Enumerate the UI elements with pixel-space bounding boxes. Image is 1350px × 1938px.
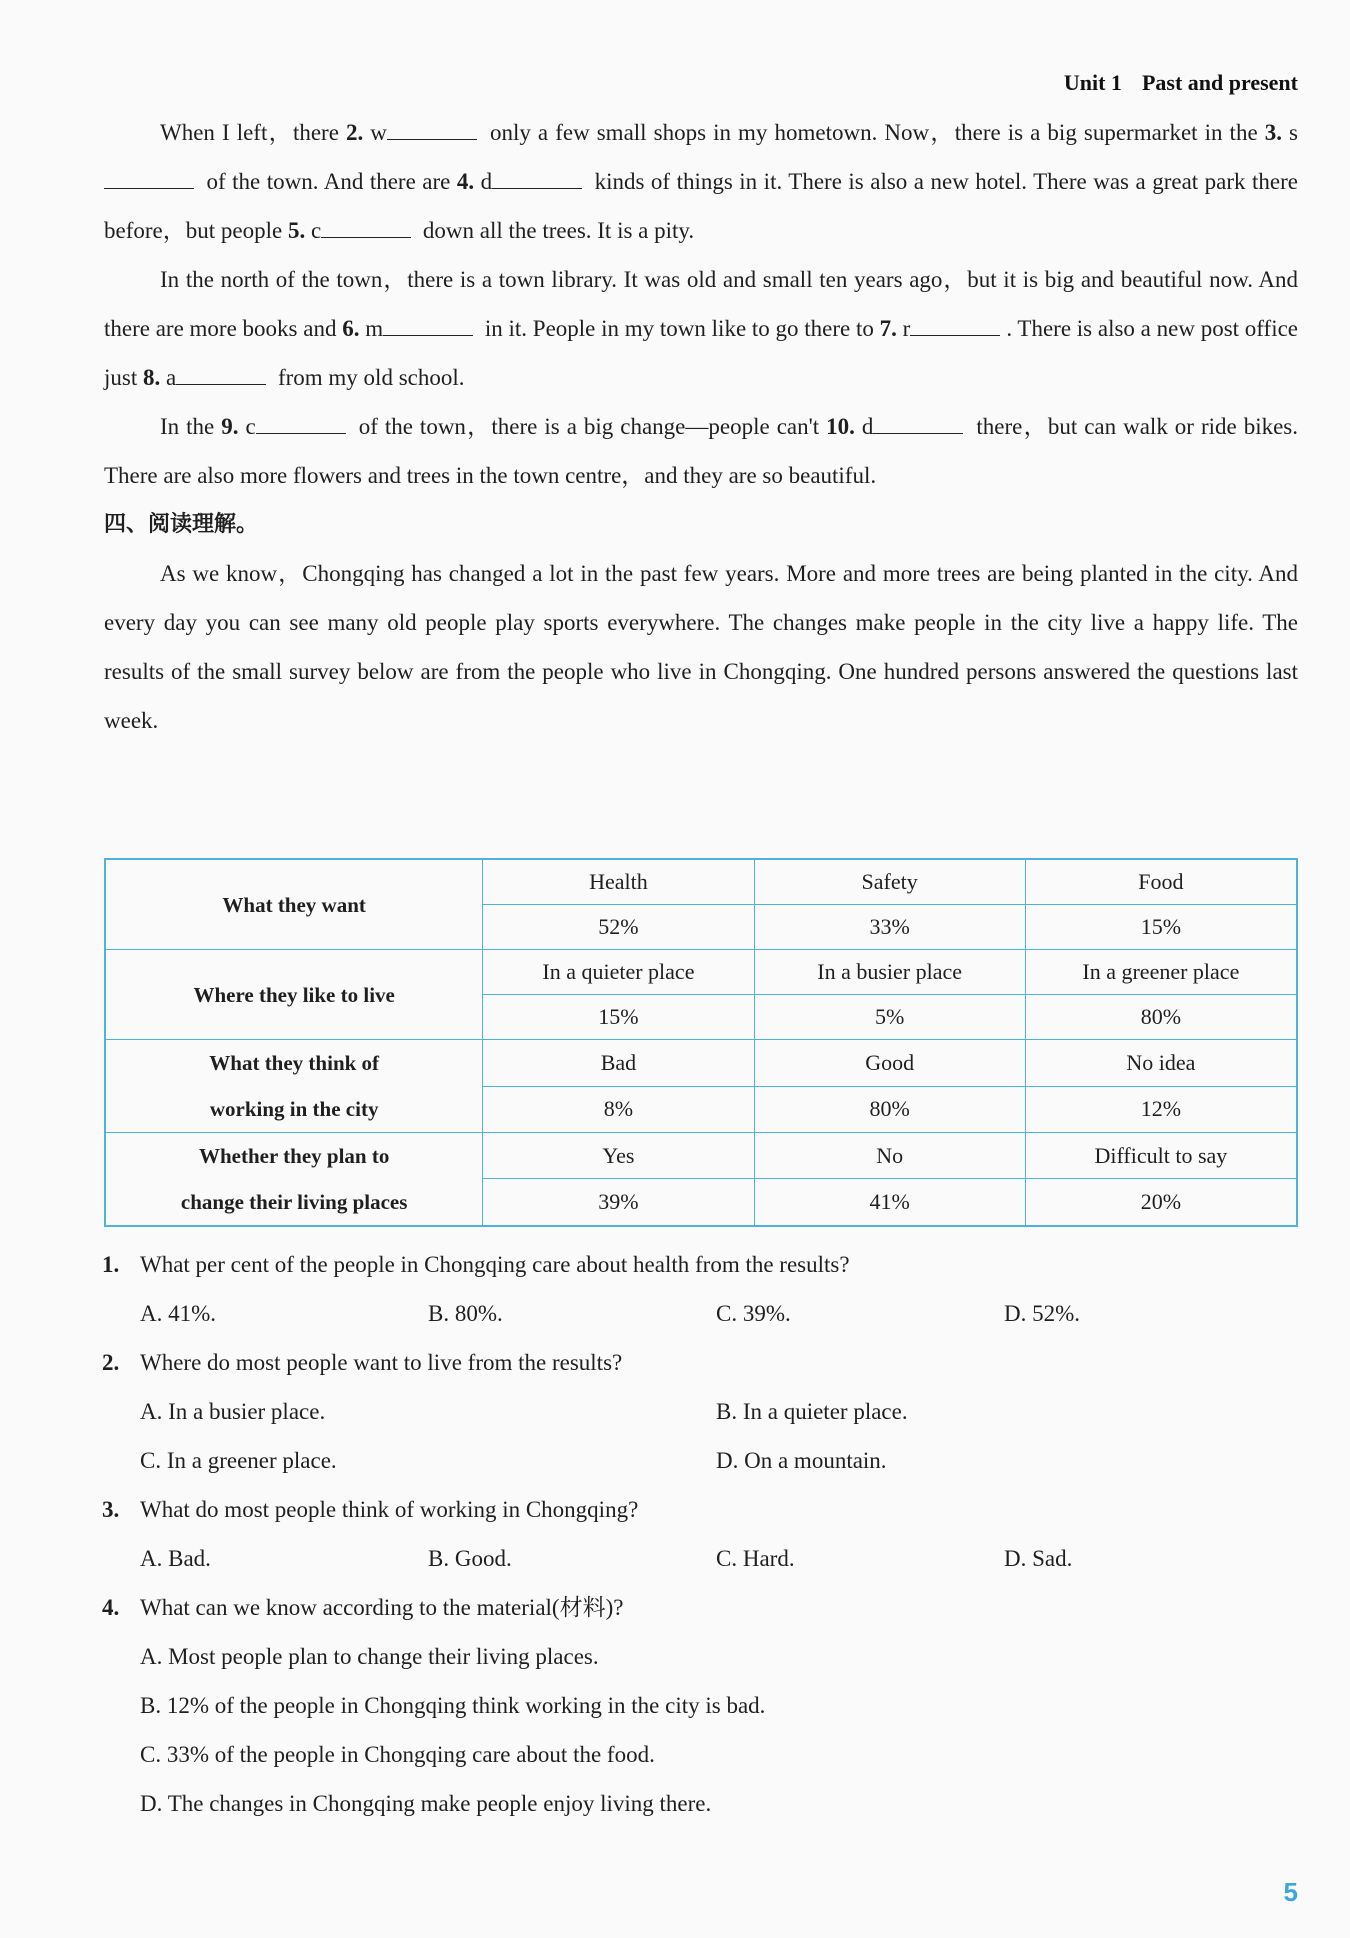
blank-line (387, 117, 477, 140)
text: from my old school. (272, 365, 465, 390)
reading-passage: As we know，Chongqing has changed a lot in the past few years. More and more trees are being planted in the city. And every day you can see many old people play sports everywhere. The changes make people in the city live a happy life. The results of the small survey below are from the people who live in Chongqing. One hundred persons answered the questions last week. (104, 561, 1298, 733)
question-2 (102, 1338, 1302, 1485)
blank-line (256, 411, 346, 434)
blank-letter: w (363, 120, 387, 145)
passage (104, 108, 1298, 745)
blank-number: 9. (221, 414, 239, 439)
option-b: B. In a quieter place. (716, 1399, 908, 1424)
survey-table (104, 858, 1298, 1227)
table-cell: 41% (754, 1179, 1025, 1226)
question-number: 1. (102, 1252, 120, 1277)
table-cell: 52% (483, 905, 754, 950)
option-a: A. Bad. (140, 1546, 211, 1571)
blank-line (492, 166, 582, 189)
option-d: D. The changes in Chongqing make people enjoy living there. (140, 1791, 712, 1816)
unit-title: Past and present (1141, 70, 1298, 95)
table-row (105, 1040, 1297, 1087)
question-number: 2. (102, 1350, 120, 1375)
table-cell: No (754, 1133, 1025, 1179)
blank-number: 6. (342, 316, 360, 341)
text: When I left，there (160, 120, 346, 145)
blank-line (873, 411, 963, 434)
question-text: Where do most people want to live from the results? (140, 1350, 623, 1375)
page-header (1064, 70, 1298, 96)
blank-letter: m (359, 316, 384, 341)
option-a: A. Most people plan to change their living places. (140, 1644, 599, 1669)
table-cell: Good (754, 1040, 1025, 1087)
row-header (105, 859, 483, 950)
blank-letter: d (854, 414, 874, 439)
table-row (105, 950, 1297, 995)
text: only a few small shops in my hometown. Now，there is a big supermarket in the (482, 120, 1265, 145)
row-header (105, 950, 483, 1040)
blank-line (383, 313, 473, 336)
unit-label: Unit 1 (1063, 70, 1122, 95)
option-c: C. 39%. (716, 1301, 791, 1326)
text: In the north of the town，there is a town library. It was old and small ten years ago，but it is big and beautiful now. And there are more books and (104, 267, 1298, 341)
table-cell: 8% (483, 1086, 754, 1133)
row-header-text: change their living places (180, 1190, 408, 1214)
blank-line (176, 362, 266, 385)
row-header-text: Where they like to live (193, 982, 395, 1007)
option-c: C. 33% of the people in Chongqing care about the food. (140, 1742, 655, 1767)
option-c: C. In a greener place. (140, 1448, 337, 1473)
option-d: D. On a mountain. (716, 1448, 887, 1473)
question-text: What per cent of the people in Chongqing care about health from the results? (140, 1252, 850, 1277)
blank-number: 2. (346, 120, 364, 145)
text: in it. People in my town like to go there to (479, 316, 880, 341)
option-b: B. 12% of the people in Chongqing think working in the city is bad. (140, 1693, 766, 1718)
question-1 (102, 1240, 1302, 1338)
blank-letter: r (896, 316, 911, 341)
text: of the town，there is a big change—people can't (351, 414, 827, 439)
blank-number: 4. (456, 169, 475, 194)
table-cell: 12% (1025, 1086, 1297, 1133)
question-4 (102, 1583, 1302, 1828)
passage-paragraph-3 (104, 402, 1298, 500)
table-cell: 33% (754, 905, 1025, 950)
table-cell: No idea (1025, 1040, 1297, 1087)
table-cell: 80% (1025, 995, 1297, 1040)
row-header-text: Whether they plan to (198, 1144, 390, 1168)
table-cell: Bad (483, 1040, 754, 1087)
table-row (105, 859, 1297, 905)
table-cell: Difficult to say (1025, 1133, 1297, 1179)
row-header-text: What they want (222, 892, 366, 917)
table-cell: Health (483, 859, 754, 905)
question-number: 4. (102, 1595, 120, 1620)
blank-number: 8. (142, 365, 161, 390)
table-row (105, 1133, 1297, 1179)
table-cell: 20% (1025, 1179, 1297, 1226)
table-cell: 15% (483, 995, 754, 1040)
question-text: What can we know according to the material(材料)? (140, 1595, 624, 1620)
option-a: A. 41%. (140, 1301, 217, 1326)
blank-number: 3. (1264, 120, 1282, 145)
option-b: B. Good. (428, 1546, 512, 1571)
blank-number: 10. (826, 414, 855, 439)
table-cell: In a quieter place (483, 950, 754, 995)
text: . There is also a new post office just (104, 316, 1299, 390)
table-cell: In a greener place (1025, 950, 1297, 995)
blank-letter: c (305, 218, 322, 243)
text: down all the trees. It is a pity. (417, 218, 695, 243)
blank-letter: a (160, 365, 177, 390)
blank-line (104, 166, 194, 189)
question-3 (102, 1485, 1302, 1583)
text: there，but can walk or ride bikes. There are also more flowers and trees in the town centre，and they are so beautiful. (104, 414, 1299, 488)
table-cell: Safety (754, 859, 1025, 905)
option-d: D. Sad. (1004, 1546, 1073, 1571)
blank-letter: s (1281, 120, 1298, 145)
table-cell: 80% (754, 1086, 1025, 1133)
option-a: A. In a busier place. (140, 1399, 326, 1424)
blank-number: 5. (287, 218, 306, 243)
row-header-text: working in the city (209, 1097, 379, 1121)
option-d: D. 52%. (1004, 1301, 1081, 1326)
passage-paragraph-1 (104, 108, 1298, 255)
question-list (102, 1240, 1302, 1828)
table-cell: Food (1025, 859, 1297, 905)
row-header (105, 1133, 483, 1227)
blank-number: 7. (879, 316, 897, 341)
blank-line (910, 313, 1000, 336)
question-number: 3. (102, 1497, 120, 1522)
question-text: What do most people think of working in Chongqing? (140, 1497, 639, 1522)
table-cell: In a busier place (754, 950, 1025, 995)
row-header (105, 1040, 483, 1133)
table-cell: 5% (754, 995, 1025, 1040)
row-header-text: What they think of (209, 1051, 380, 1075)
blank-letter: c (238, 414, 256, 439)
table-cell: 39% (483, 1179, 754, 1226)
table-cell: 15% (1025, 905, 1297, 950)
passage-paragraph-2 (104, 255, 1298, 402)
text: In the (160, 414, 222, 439)
text: of the town. And there are (200, 169, 457, 194)
section-title: 四、阅读理解。 (104, 512, 259, 537)
option-c: C. Hard. (716, 1546, 795, 1571)
table-cell: Yes (483, 1133, 754, 1179)
blank-letter: d (474, 169, 493, 194)
option-b: B. 80%. (428, 1301, 503, 1326)
page-number: 5 (1283, 1877, 1298, 1907)
text: kinds of things in it. There is also a new hotel. There was a great park there before，but people (104, 169, 1298, 243)
blank-line (321, 215, 411, 238)
